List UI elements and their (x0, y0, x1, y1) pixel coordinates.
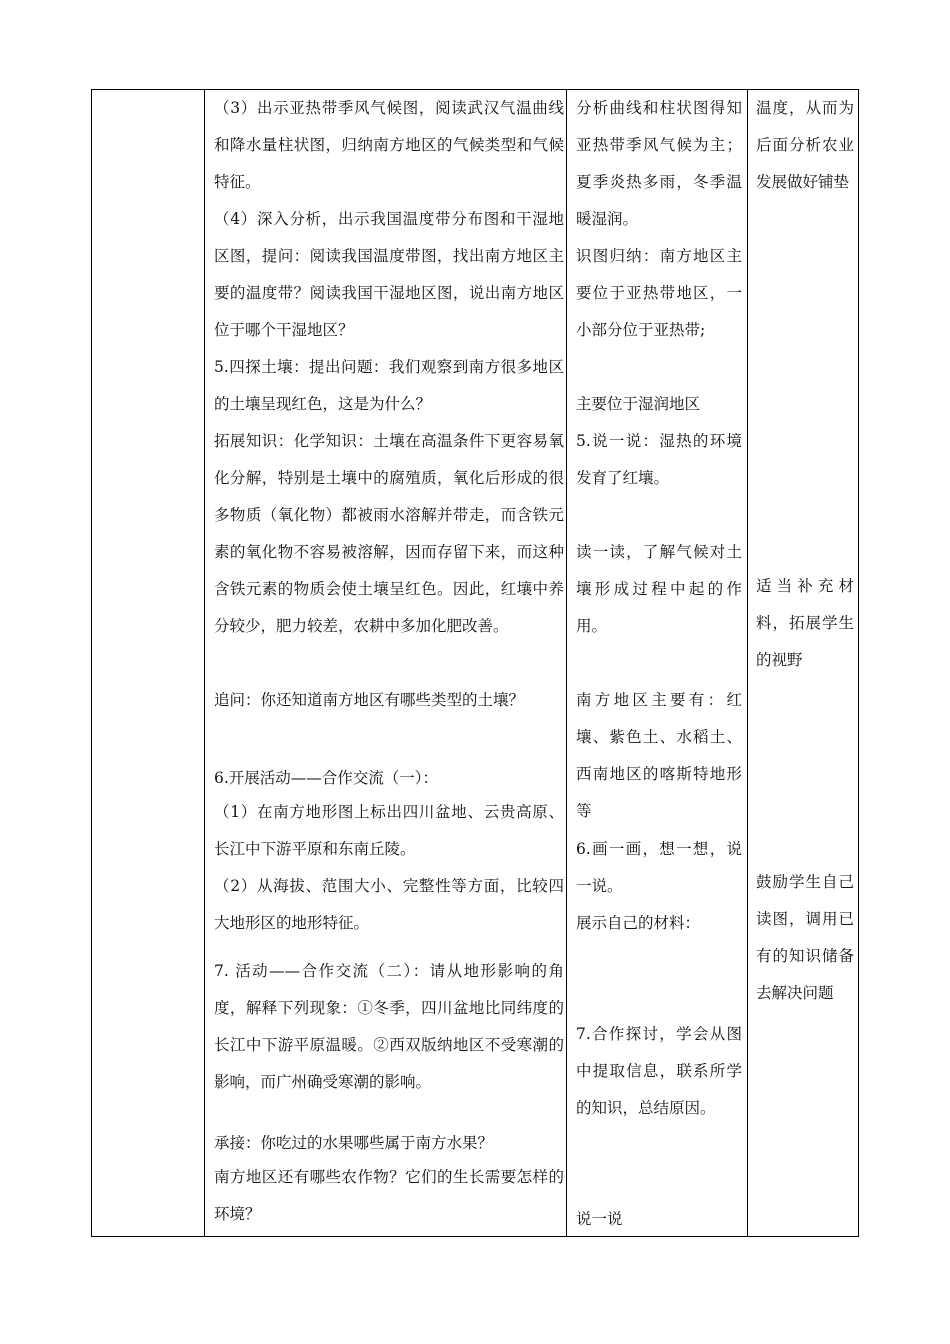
paragraph: 南方地区主要有：红壤、紫色土、水稻土、西南地区的喀斯特地形等 (576, 691, 742, 820)
paragraph: 温度，从而为后面分析农业发展做好铺垫 (756, 99, 854, 191)
paragraph: 6.开展活动——合作交流（一）： (214, 769, 439, 787)
paragraph: （1）在南方地形图上标出四川盆地、云贵高原、长江中下游平原和东南丘陵。 (214, 803, 564, 858)
cell-design-intent (756, 90, 854, 1236)
paragraph: 7.合作探讨，学会从图中提取信息，联系所学的知识，总结原因。 (576, 1025, 742, 1117)
paragraph: （3）出示亚热带季风气候图，阅读武汉气温曲线和降水量柱状图，归纳南方地区的气候类型和气候特征。 (214, 99, 564, 191)
paragraph: 5.说一说：湿热的环境发育了红壤。 (576, 432, 742, 487)
column-divider (747, 90, 748, 1236)
paragraph: 承接：你吃过的水果哪些属于南方水果？ (214, 1134, 494, 1152)
paragraph: 适当补充材料，拓展学生的视野 (756, 577, 854, 669)
cell-stage-empty (92, 90, 204, 1236)
paragraph: 展示自己的材料： (576, 914, 701, 932)
paragraph: 追问：你还知道南方地区有哪些类型的土壤？ (214, 691, 525, 709)
column-divider (566, 90, 567, 1236)
paragraph: 南方地区还有哪些农作物？它们的生长需要怎样的环境？ (214, 1168, 564, 1223)
lesson-table (91, 89, 859, 1237)
cell-student-activity (576, 90, 742, 1236)
paragraph: 6.画一画，想一想，说一说。 (576, 840, 742, 895)
paragraph: 7. 活动——合作交流（二）：请从地形影响的角度，解释下列现象：①冬季，四川盆地比同纬度的长江中下游平原温暖。②西双版纳地区不受寒潮的影响，而广州确受寒潮的影响。 (214, 962, 564, 1091)
cell-teacher-activity (214, 90, 564, 1236)
paragraph: 分析曲线和柱状图得知亚热带季风气候为主；夏季炎热多雨，冬季温暖湿润。 (576, 99, 742, 228)
paragraph: 5.四探土壤：提出问题：我们观察到南方很多地区的土壤呈现红色，这是为什么？ (214, 358, 564, 413)
paragraph: 鼓励学生自己读图，调用已有的知识储备去解决问题 (756, 873, 854, 1002)
paragraph: 识图归纳：南方地区主要位于亚热带地区，一小部分位于亚热带; (576, 247, 742, 339)
paragraph: 主要位于湿润地区 (576, 395, 701, 413)
paragraph: （2）从海拔、范围大小、完整性等方面，比较四大地形区的地形特征。 (214, 877, 564, 932)
paragraph: 说一说 (576, 1210, 623, 1228)
paragraph: （4）深入分析，出示我国温度带分布图和干湿地区图，提问：阅读我国温度带图，找出南方地区主要的温度带？阅读我国干湿地区图，说出南方地区位于哪个干湿地区？ (214, 210, 564, 339)
paragraph: 读一读，了解气候对土壤形成过程中起的作用。 (576, 543, 742, 635)
paragraph: 拓展知识：化学知识：土壤在高温条件下更容易氧化分解，特别是土壤中的腐殖质，氧化后形成的很多物质（氧化物）都被雨水溶解并带走，而含铁元素的氧化物不容易被溶解，因而存留下来，而这种含铁元素的物质会使土壤呈红色。因此，红壤中养分较少，肥力较差，农耕中多加化肥改善。 (214, 432, 564, 635)
column-divider (204, 90, 205, 1236)
